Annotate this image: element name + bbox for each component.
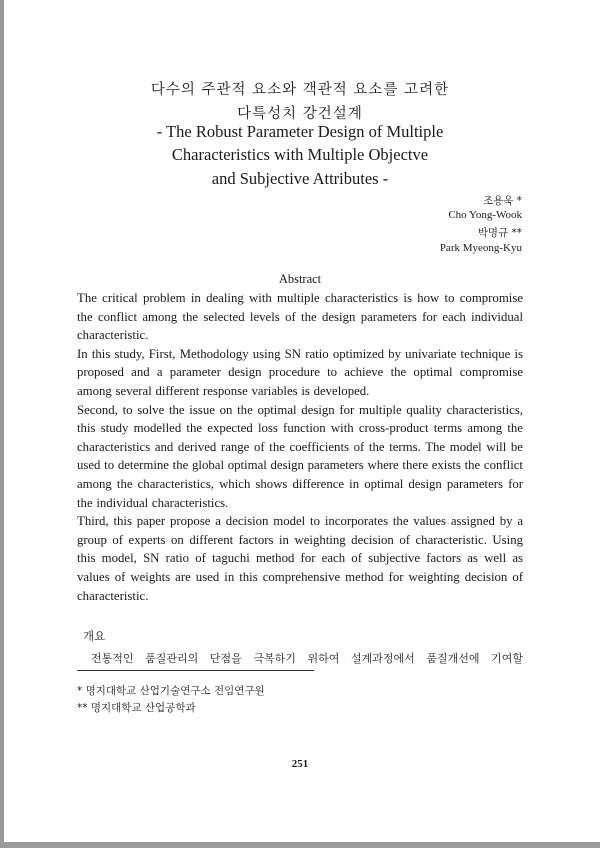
title-english-line1: - The Robust Parameter Design of Multiple bbox=[156, 122, 444, 141]
scan-bottom-edge bbox=[0, 842, 600, 848]
abstract-paragraph-1: The critical problem in dealing with multiple characteristics is how to compromise the conflict among the selected levels of the design parameters for each individual characteristic. bbox=[77, 291, 523, 343]
footnote-divider bbox=[77, 670, 314, 671]
footnote-2: ** 명지대학교 산업공학과 bbox=[77, 702, 196, 714]
footnote-1: * 명지대학교 산업기술연구소 전임연구원 bbox=[77, 685, 265, 697]
author-2-english: Park Myeong-Kyu bbox=[439, 242, 522, 254]
title-english-line3: and Subjective Attributes - bbox=[211, 169, 389, 188]
page-number: 251 bbox=[291, 758, 309, 770]
title-english-line2: Characteristics with Multiple Objectve bbox=[171, 145, 429, 164]
title-korean-line1: 다수의 주관적 요소와 객관적 요소를 고려한 bbox=[150, 82, 450, 98]
summary-first-line: 전통적인 품질관리의 단점을 극복하기 위하여 설계과정에서 품질개선에 기여할 bbox=[91, 652, 523, 665]
author-2-korean: 박명규 ** bbox=[477, 227, 522, 239]
abstract-paragraph-4: Third, this paper propose a decision model to incorporates the values assigned by a group of experts on different factors in weighting decision of characteristic. Using this model, SN ratio of taguchi method for each of subjective factors as well as values of weights are used in this comprehensive method for weighting decision of characteristic. bbox=[77, 514, 523, 603]
abstract-heading: Abstract bbox=[278, 272, 322, 286]
title-korean-line2: 다특성치 강건설계 bbox=[237, 106, 363, 122]
abstract-paragraph-3: Second, to solve the issue on the optimal design for multiple quality characteristics, this study modelled the expected loss function with cross-product terms among the characteristics and derived range of the coefficients of the terms. The model will be used to determine the global optimal design parameters where there exists the conflict among the characteristics, which shows difference in optimal design parameters for the individual characteristics. bbox=[77, 402, 523, 510]
summary-heading: 개요 bbox=[83, 629, 106, 643]
author-1-korean: 조용욱 * bbox=[482, 195, 522, 207]
abstract-body bbox=[77, 289, 523, 605]
abstract-paragraph-2: In this study, First, Methodology using SN ratio optimized by univariate technique is proposed and a parameter design procedure to achieve the optimal compromise among several different response variables is developed. bbox=[77, 346, 523, 398]
author-1-english: Cho Yong-Wook bbox=[448, 209, 522, 221]
